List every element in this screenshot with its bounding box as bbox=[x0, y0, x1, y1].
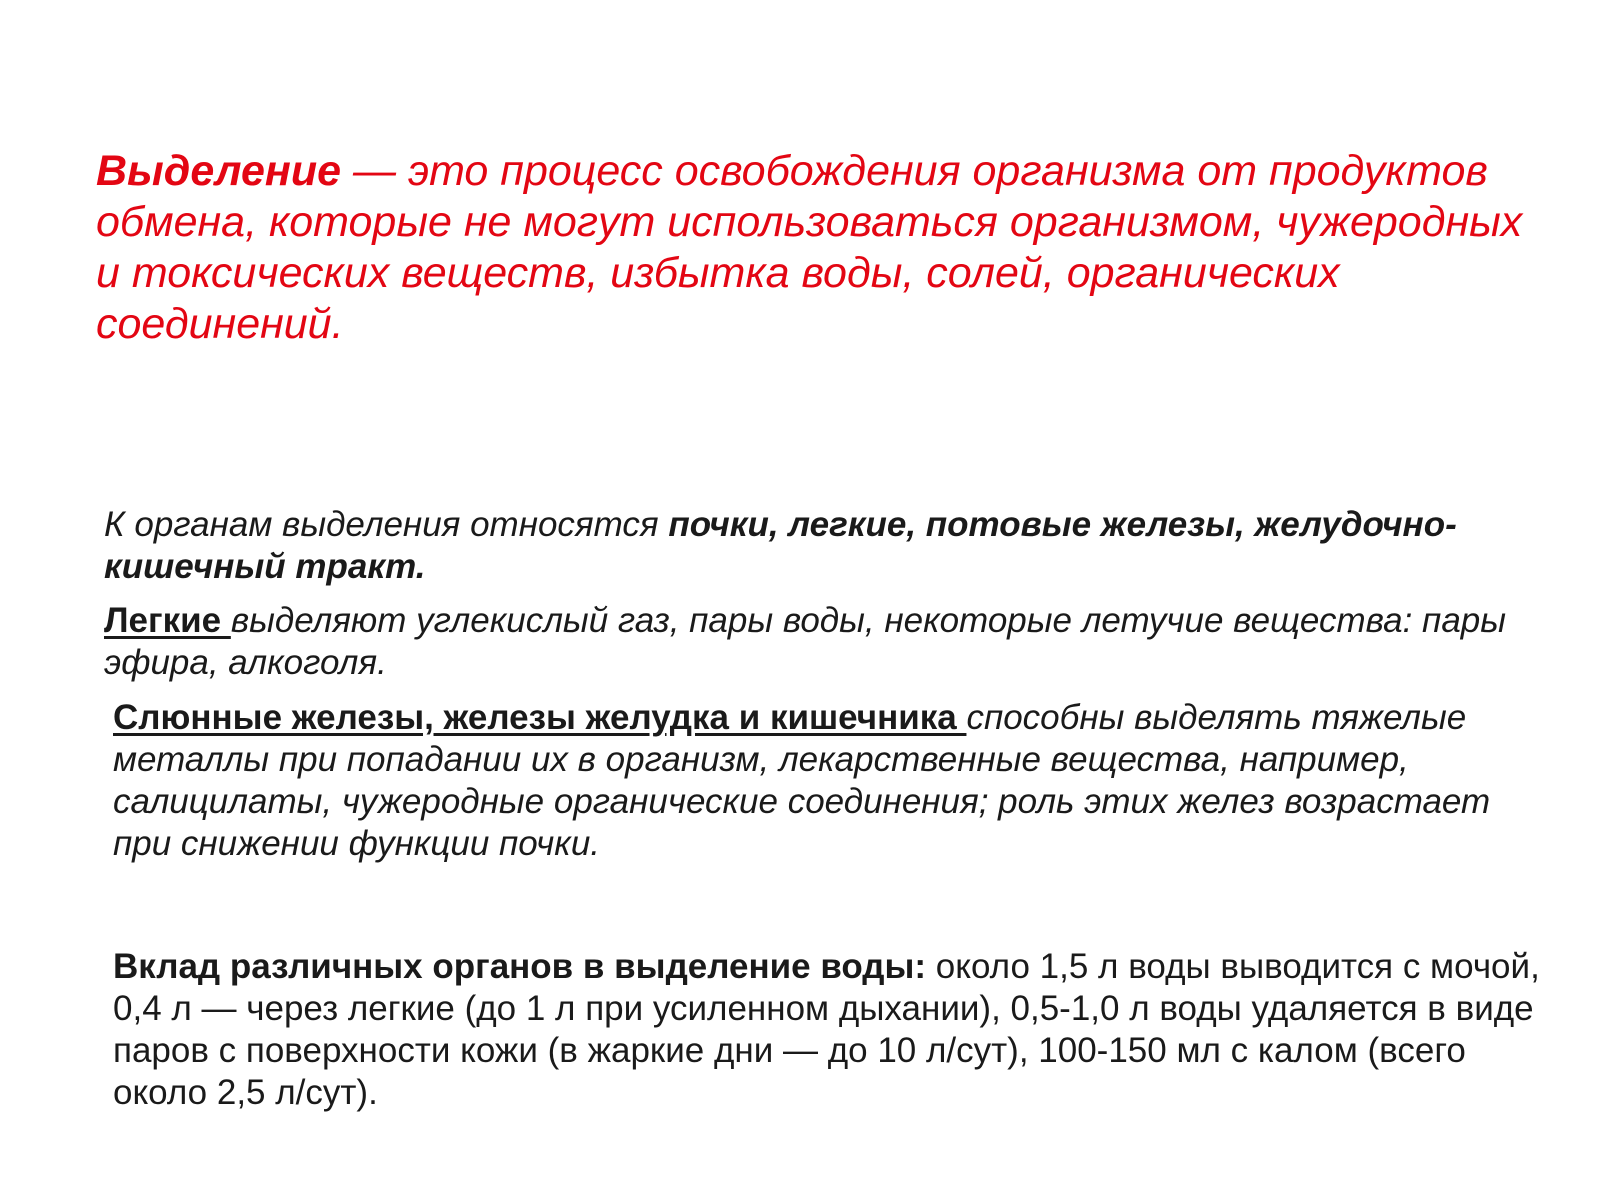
excretory-organs-list: почки, легкие, потовые железы, желудочно-кишечный тракт. bbox=[104, 505, 1457, 586]
glands-paragraph bbox=[113, 697, 1543, 865]
excretory-organs-paragraph bbox=[104, 504, 1544, 588]
lungs-text: выделяют углекислый газ, пары воды, некоторые летучие вещества: пары эфира, алкоголя. bbox=[104, 601, 1507, 682]
glands-text: способны выделять тяжелые металлы при попадании их в организм, лекарственные вещества, например, салицилаты, чужеродные органические соединения; роль этих желез возрастает при снижении функции почки. bbox=[113, 698, 1491, 863]
water-excretion-title: Вклад различных органов в выделение воды: bbox=[113, 947, 927, 986]
definition-term: Выделение bbox=[96, 147, 342, 195]
lungs-paragraph bbox=[104, 600, 1544, 684]
lungs-title: Легкие bbox=[104, 601, 231, 640]
definition-paragraph bbox=[96, 146, 1536, 350]
water-excretion-paragraph bbox=[113, 946, 1563, 1114]
excretory-organs-intro: К органам выделения относятся bbox=[104, 505, 669, 544]
glands-title: Слюнные железы, железы желудка и кишечника bbox=[113, 698, 967, 737]
definition-text: — это процесс освобождения организма от продуктов обмена, которые не могут использоваться организмом, чужеродных и токсических веществ, избытка воды, солей, органических соединений. bbox=[96, 147, 1523, 348]
water-excretion-text: около 1,5 л воды выводится с мочой, 0,4 л — через легкие (до 1 л при усиленном дыхании), 0,5-1,0 л воды удаляется в виде паров с поверхности кожи (в жаркие дни — до 10 л/сут), 100-150 мл с калом (всего около 2,5 л/сут). bbox=[113, 947, 1540, 1112]
